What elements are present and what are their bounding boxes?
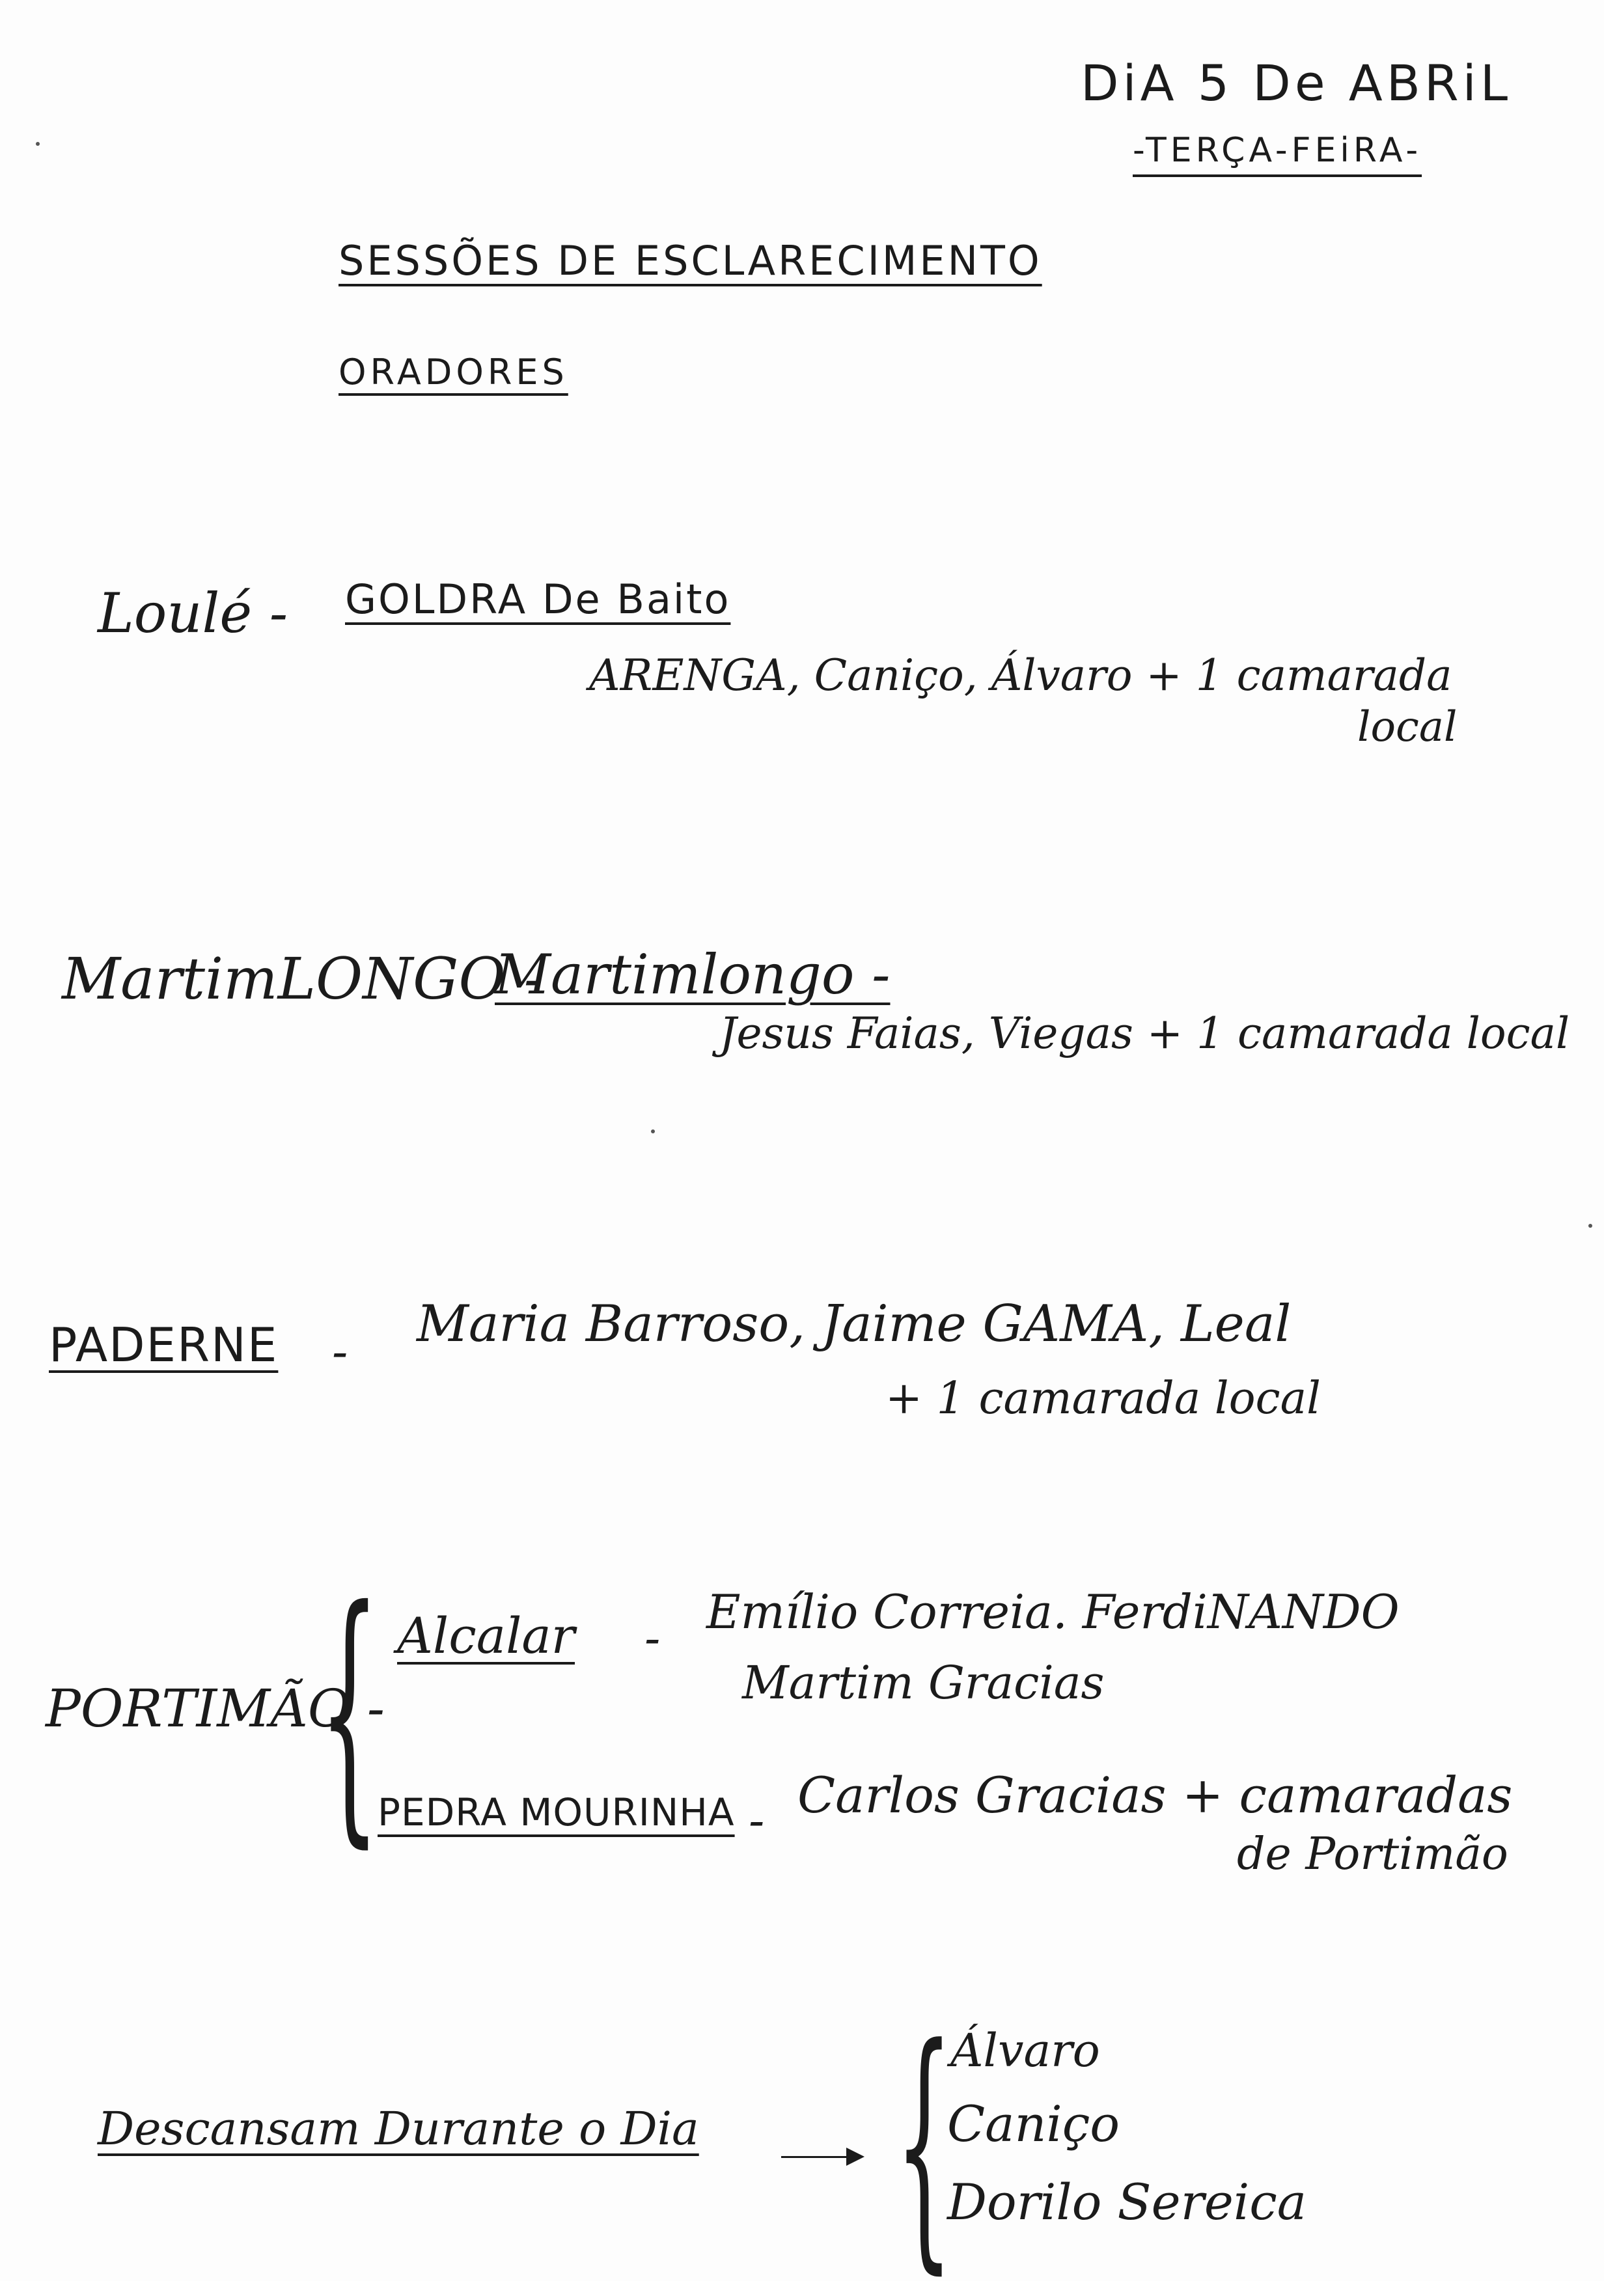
session-speakers-paderne: Maria Barroso, Jaime GAMA, Leal [417,1295,1292,1353]
portimao-brace: { [319,1553,380,1871]
session-venue-alcalar: Alcalar [397,1607,575,1665]
session-place-loule: Loulé - [98,581,288,645]
session-place-portimao: PORTIMÃO - [46,1678,385,1739]
session-speakers-pedra-mourinha-cont: de Portimão [1237,1829,1508,1880]
session-dash-paderne: - [332,1324,348,1379]
weekday-line: -TERÇA-FEiRA- [1133,131,1422,170]
session-dash-pedra-mourinha: - [749,1793,765,1847]
scan-speck [651,1129,655,1133]
session-place-martimlongo: MartimLONGO - [62,945,544,1012]
rest-arrow-line [781,2156,853,2158]
rest-arrow-head [846,2148,864,2166]
page-subtitle: ORADORES [339,352,568,393]
session-venue-martimlongo: Martimlongo - [495,943,891,1006]
session-place-paderne: PADERNE [49,1318,279,1372]
session-speakers-loule-cont: local [1357,703,1458,751]
session-speakers-pedra-mourinha: Carlos Gracias + camaradas [797,1766,1513,1824]
session-venue-goldra: GOLDRA De Baito [345,575,731,623]
session-speakers-paderne-cont: + 1 camarada local [885,1373,1321,1424]
date-line: DiA 5 De ABRiL [1081,54,1512,112]
session-venue-pedra-mourinha: PEDRA MOURINHA [378,1790,735,1834]
session-speakers-alcalar-cont: Martim Gracias [742,1656,1105,1709]
rest-brace: { [895,1993,954,2296]
rest-name-canico: Caniço [947,2095,1120,2153]
rest-name-dorilo-sereica: Dorilo Sereica [947,2173,1307,2231]
page-title: SESSÕES DE ESCLARECIMENTO [339,237,1042,284]
rest-name-alvaro: Álvaro [950,2024,1100,2077]
session-speakers-loule: ARENGA, Caniço, Álvaro + 1 camarada [589,650,1452,700]
scan-speck [1588,1224,1592,1228]
session-dash-alcalar: - [644,1611,661,1665]
scan-speck [36,142,40,146]
session-speakers-martimlongo: Jesus Faias, Viegas + 1 camarada local [719,1008,1570,1058]
session-speakers-alcalar: Emílio Correia. FerdiNANDO [706,1584,1400,1639]
rest-label: Descansam Durante o Dia [98,2102,699,2155]
